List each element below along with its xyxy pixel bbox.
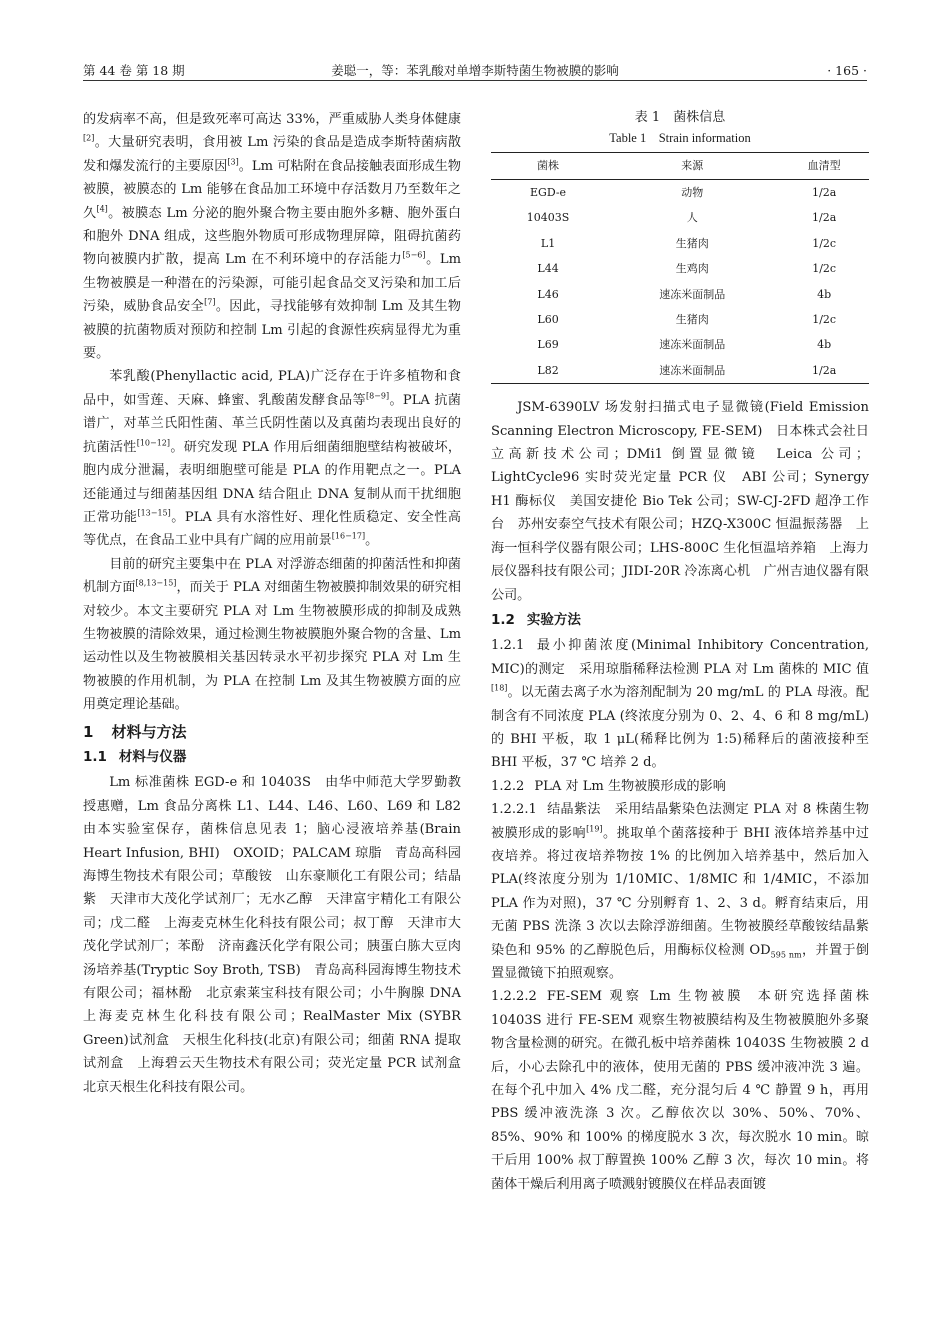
section-heading-1-1: 1.1 材料与仪器 — [83, 748, 187, 765]
citation: [16−17] — [331, 531, 366, 541]
running-header — [83, 58, 867, 81]
table-caption-cn: 表 1 菌株信息 — [634, 110, 726, 125]
table-header-row — [491, 153, 869, 180]
citation: [4] — [96, 204, 108, 214]
citation: [18] — [491, 683, 508, 693]
column-header: 来源 — [681, 159, 704, 173]
citation: [13−15] — [137, 508, 171, 518]
citation: [7] — [204, 297, 216, 307]
paragraph-materials: Lm 标准菌株 EGD-e 和 10403S 由华中师范大学罗勤教授惠赠，Lm 食品分离株 L1、L44、L46、L60、L69 和 L82 由本实验室保存，菌株信息见表 1；脑心浸液培养基(Brain Heart Infusion, BHI) OXOID；PALCAM 琼脂 青岛高科园海博生物技术有限公司；草酸铵 山东豪顺化工有限公司；结晶紫 天津市大茂化学试剂厂；无水乙醇 天津富宇精化工有限公司；戊二醛 上海麦克林生化科技有限公司；叔丁醇 天津市大茂化学试剂厂；苯酚 济南鑫沃化学有限公司；胰蛋白胨大豆肉汤培养基(Tryptic Soy Broth, TSB) 青岛高科园海博生物技术有限公司；福林酚 北京索莱宝科技有限公司；小牛胸腺 DNA 上海麦克林生化科技有限公司；RealMaster Mix (SYBR Green)试剂盒 天根生化科技(北京)有限公司；细菌 RNA 提取试剂盒 上海碧云天生物技术有限公司；荧光定量 PCR 试剂盒 北京天根生化科技有限公司。 — [83, 775, 475, 1095]
table-row: 10403S 人 1/2a — [526, 211, 837, 225]
paragraph-intro-2: 苯乳酸(Phenyllactic acid, PLA)广泛存在于许多植物和食品中，如雪莲、天麻、蜂蜜、乳酸菌发酵食品等[8−9]。PLA 抗菌谱广，对革兰氏阳性菌、革兰氏阴性菌以及真菌均表现出良好的抗菌活性[10−12]。研究发现 PLA 作用后细菌细胞壁结构被破坏，胞内成分泄漏，表明细胞壁可能是 PLA 的作用靶点之一。PLA 还能通过与细菌基因组 DNA 结合阻止 DNA 复制从而干扰细胞正常功能[13−15]。PLA 具有水溶性好、理化性质稳定、安全性高等优点，在食品工业中具有广阔的应用前景[16−17]。 — [83, 369, 462, 549]
citation: [19] — [586, 824, 603, 834]
table-row: EGD-e 动物 1/2a — [530, 186, 837, 199]
table-1 — [491, 108, 869, 384]
citation: [3] — [227, 157, 239, 167]
right-column — [491, 108, 869, 1196]
subsection-heading-1-2-2: 1.2.2 PLA 对 Lm 生物被膜形成的影响 — [491, 778, 726, 794]
strain-table — [491, 152, 869, 384]
table-row: L46 速冻米面制品 4b — [537, 287, 832, 301]
paragraph-instruments: JSM-6390LV 场发射扫描式电子显微镜(Field Emission Scanning Electron Microscopy, FE-SEM) 日本株式会社日立高新技术公司；DMi1 倒置显微镜 Leica 公司；LightCycle96 实时荧光定量 PCR 仪 ABI 公司；Synergy H1 酶标仪 美国安捷伦 Bio Tek 公司；SW-CJ-2FD 超净工作台 苏州安泰空气技术有限公司；HZQ-X300C 恒温振荡器 上海一恒科学仪器有限公司；LHS-800C 生化恒温培养箱 上海力辰仪器科技有限公司；JIDI-20R 冷冻离心机 广州吉迪仪器有限公司。 — [491, 400, 869, 603]
citation: [8−9] — [365, 391, 390, 401]
paragraph-crystal-violet: 1.2.2.1 结晶紫法 采用结晶紫染色法测定 PLA 对 8 株菌生物被膜形成的影响[19]。挑取单个菌落接种于 BHI 液体培养基中过夜培养。将过夜培养物按 1% 的比例加入培养基中，然后加入 PLA(终浓度分别为 1/10MIC、1/8MIC 和 1/4MIC，不添加 PLA 作为对照)，37 ℃ 分别孵育 1、2、3 d。孵育结束后，用无菌 PBS 洗涤 3 次以去除浮游细菌。生物被膜经草酸铵结晶紫染色和 95% 的乙醇脱色后，用酶标仪检测 $OD_{595 nm}$，并置于倒置显微镜下拍照观察。 — [491, 802, 870, 981]
section-heading-1-2: 1.2 实验方法 — [491, 611, 581, 628]
table-row: L60 生猪肉 1/2c — [537, 313, 837, 327]
paragraph-fe-sem: 1.2.2.2 FE-SEM 观察 Lm 生物被膜 本研究选择菌株 10403S 进行 FE-SEM 观察生物被膜结构及生物被膜胞外多聚物含量检测的研究。在微孔板中培养菌株 10403S 生物被膜 2 d 后，小心去除孔中的液体，使用无菌的 PBS 缓冲液冲洗 3 遍。在每个孔中加入 4% 戊二醛，充分混匀后 4 ℃ 静置 9 h，再用 PBS 缓冲液洗涤 3 次。乙醇依次以 30%、50%、70%、85%、90% 和 100% 的梯度脱水 3 次，每次脱水 10 min。晾干后用 100% 叔丁醇置换 100% 乙醇 3 次，每次 10 min。将菌体干燥后利用离子喷溅射镀膜仪在样品表面镀 — [491, 989, 870, 1192]
citation: [10−12] — [136, 438, 171, 448]
running-title: 姜聪一，等：苯乳酸对单增李斯特菌生物被膜的影响 — [331, 63, 619, 78]
citation: [5−6] — [402, 251, 426, 261]
citation: [2] — [83, 134, 95, 144]
table-row: L44 生鸡肉 1/2c — [537, 262, 837, 276]
paragraph-mic: 1.2.1 最小抑菌浓度(Minimal Inhibitory Concentration, MIC)的测定 采用琼脂稀释法检测 PLA 对 Lm 菌株的 MIC 值[18]。以无菌去离子水为溶剂配制为 20 mg/mL 的 PLA 母液。配制含有不同浓度 PLA (终浓度分别为 0、2、4、6 和 8 mg/mL)的 BHI 平板，取 1 μL(稀释比例为 1:5)稀释后的菌液接种至 BHI 平板，37 ℃ 培养 2 d。 — [491, 638, 869, 771]
left-column — [83, 108, 475, 1099]
citation: [8,13−15] — [135, 578, 177, 588]
paragraph-intro-3: 目前的研究主要集中在 PLA 对浮游态细菌的抑菌活性和抑菌机制方面[8,13−15]，而关于 PLA 对细菌生物被膜抑制效果的研究相对较少。本文主要研究 PLA 对 Lm 生物被膜形成的抑制及成熟生物被膜的清除效果，通过检测生物被膜胞外聚合物的含量、Lm 运动性以及生物被膜相关基因转录水平初步探究 PLA 对 Lm 生物被膜的作用机制，为 PLA 在控制 Lm 及其生物被膜方面的应用奠定理论基础。 — [83, 556, 461, 713]
column-header: 菌株 — [537, 159, 560, 173]
table-row: L82 速冻米面制品 1/2a — [491, 358, 869, 384]
column-header: 血清型 — [807, 159, 841, 173]
section-heading-1: 1 材料与方法 — [83, 722, 187, 741]
page-number: · 165 · — [827, 63, 867, 78]
table-row: L69 速冻米面制品 4b — [537, 338, 832, 352]
table-row: L1 生猪肉 1/2c — [540, 236, 837, 250]
journal-volume-issue: 第 44 卷 第 18 期 — [83, 63, 185, 78]
table-caption-en: Table 1 Strain information — [609, 131, 751, 145]
paragraph-intro-1: 的发病率不高，但是致死率可高达 33%，严重威胁人类身体健康[2]。大量研究表明，食用被 Lm 污染的食品是造成李斯特菌病散发和爆发流行的主要原因[3]。Lm 可粘附在食品接触表面形成生物被膜，被膜态的 Lm 能够在食品加工环境中存活数月乃至数年之久[4]。被膜态 Lm 分泌的胞外聚合物主要由胞外多糖、胞外蛋白和胞外 DNA 组成，这些胞外物质可形成物理屏障，阻碍抗菌药物向被膜内扩散，提高 Lm 在不利环境中的存活能力[5−6]。Lm 生物被膜是一种潜在的污染源，可能引起食品交叉污染和加工后污染，威胁食品安全[7]。因此，寻找能够有效抑制 Lm 及其生物被膜的抗菌物质对预防和控制 Lm 引起的食源性疾病显得尤为重要。 — [83, 112, 462, 362]
